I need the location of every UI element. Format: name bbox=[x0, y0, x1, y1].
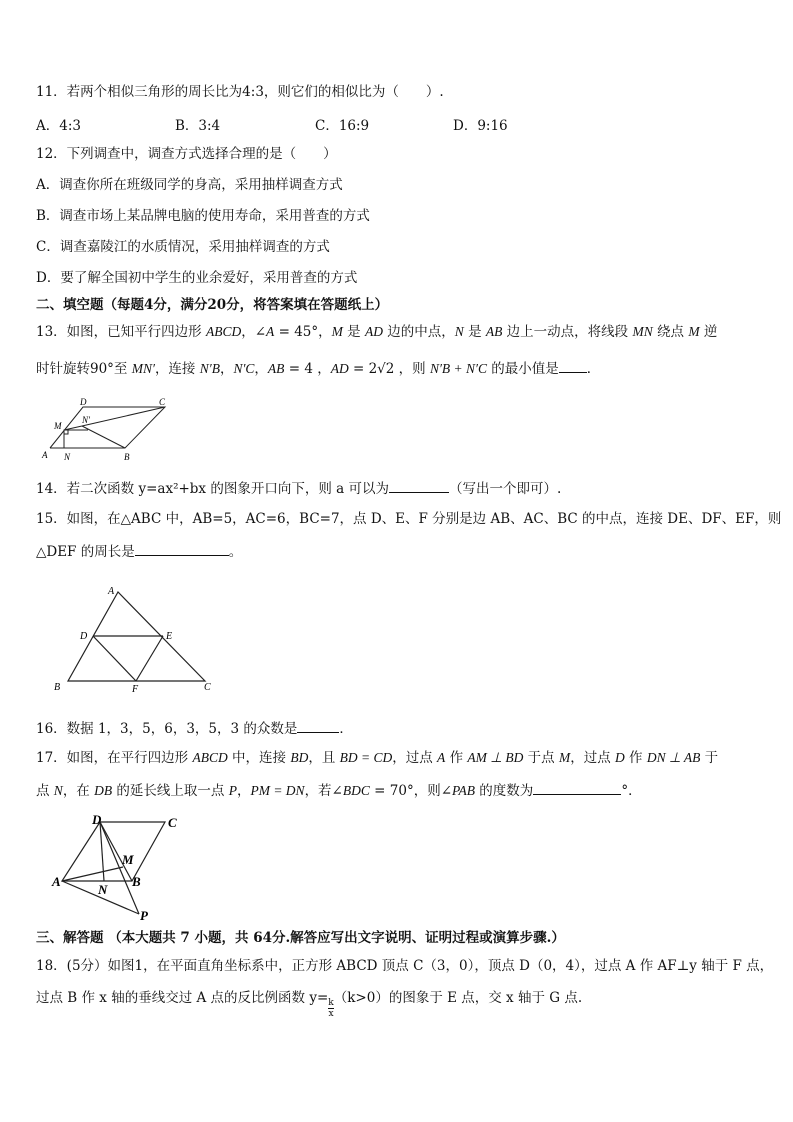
q14-stem: 14．若二次函数 y=ax²+bx 的图象开口向下，则 a 可以为 （写出一个即可）. bbox=[36, 478, 561, 498]
q15-line2: △DEF 的周长是 。 bbox=[36, 541, 242, 561]
q11-option-a: A．4:3 bbox=[36, 118, 81, 134]
q13-segment-n2c bbox=[82, 407, 165, 426]
q17-figure bbox=[52, 810, 192, 922]
q13-label-n: N bbox=[64, 452, 71, 462]
q11-option-b: B．3:4 bbox=[175, 118, 221, 134]
q12-option-d: D．要了解全国初中学生的业余爱好，采用普查的方式 bbox=[36, 270, 358, 286]
q13-parallelogram bbox=[50, 407, 165, 448]
q17-label-m: M bbox=[122, 852, 134, 867]
q15-segment-ef bbox=[136, 636, 163, 681]
q15-line1: 15．如图，在△ABC 中，AB=5，AC=6，BC=7，点 D、E、F 分别是边 AB、AC、BC 的中点，连接 DE、DF、EF，则 bbox=[36, 511, 782, 527]
q15-segment-df bbox=[93, 636, 136, 681]
q17-segment-am bbox=[62, 867, 123, 881]
q15-label-c: C bbox=[204, 682, 211, 693]
q13-label-c: C bbox=[159, 397, 166, 407]
q13-label-m: M bbox=[54, 421, 62, 431]
q17-label-a: A bbox=[52, 874, 61, 889]
q16-answer-blank[interactable] bbox=[297, 718, 339, 733]
section3-title: 三、解答题 （本大题共 7 小题，共 64分.解答应写出文字说明、证明过程或演算步骤.） bbox=[36, 930, 565, 946]
q17-label-n: N bbox=[98, 882, 108, 897]
q13-label-n-prime: N′ bbox=[82, 415, 90, 425]
q17-answer-blank[interactable] bbox=[533, 780, 621, 795]
q15-answer-blank[interactable] bbox=[135, 541, 229, 556]
q11-option-d: D．9:16 bbox=[453, 118, 508, 134]
q15-figure bbox=[50, 582, 220, 694]
q17-line1: 17．如图，在平行四边形 ABCD 中，连接 BD，且 BD = CD，过点 A 作 AM ⊥ BD 于点 M，过点 D 作 DN ⊥ AB 于 bbox=[36, 750, 719, 766]
q14-answer-blank[interactable] bbox=[389, 478, 449, 493]
q16-stem: 16．数据 1，3，5，6，3，5，3 的众数是 ． bbox=[36, 718, 353, 738]
q13-segment-n2b bbox=[82, 426, 125, 448]
q13-label-b: B bbox=[124, 452, 130, 462]
q13-label-d: D bbox=[80, 397, 87, 407]
q13-line1: 13．如图，已知平行四边形 ABCD，∠A = 45°，M 是 AD 边的中点，N 是 AB 边上一动点，将线段 MN 绕点 M 逆 bbox=[36, 324, 718, 340]
q13-answer-blank[interactable] bbox=[559, 358, 587, 373]
q15-label-e: E bbox=[166, 631, 173, 642]
section2-title: 二、填空题（每题4分，满分20分，将答案填在答题纸上） bbox=[36, 297, 389, 313]
q18-fraction-k-over-x: $\frac{k}{x}$ bbox=[328, 998, 334, 1019]
q15-label-b: B bbox=[54, 682, 61, 693]
q13-line2: 时针旋转90°至 MN′，连接 N′B，N′C，AB = 4 ，AD = 2√2 ，则 N′B + N′C 的最小值是 ． bbox=[36, 358, 600, 378]
q17-label-c: C bbox=[168, 815, 177, 830]
q12-option-c: C．调查嘉陵江的水质情况，采用抽样调查的方式 bbox=[36, 239, 330, 255]
q12-option-a: A．调查你所在班级同学的身高，采用抽样调查方式 bbox=[36, 177, 343, 193]
q17-label-p: P bbox=[140, 908, 148, 923]
q11-option-c: C．16:9 bbox=[315, 118, 370, 134]
q15-label-a: A bbox=[108, 586, 115, 597]
q17-label-d: D bbox=[92, 812, 102, 827]
q11-stem: 11．若两个相似三角形的周长比为4:3，则它们的相似比为（ ）. bbox=[36, 84, 444, 100]
q18-line2: 过点 B 作 x 轴的垂线交过 A 点的反比例函数 y= $\frac{k}{x}$ （k>0）的图象于 E 点，交 x 轴于 G 点. bbox=[36, 990, 583, 1019]
q15-label-f: F bbox=[132, 684, 139, 695]
q15-label-d: D bbox=[80, 631, 88, 642]
q12-option-b: B．调查市场上某品牌电脑的使用寿命，采用普查的方式 bbox=[36, 208, 370, 224]
q12-stem: 12．下列调查中，调查方式选择合理的是（ ） bbox=[36, 146, 337, 162]
q18-line1: 18．(5分）如图1，在平面直角坐标系中，正方形 ABCD 顶点 C（3，0），顶点 D（0，4），过点 A 作 AF⊥y 轴于 F 点， bbox=[36, 958, 774, 974]
q17-label-b: B bbox=[132, 874, 141, 889]
q13-label-a: A bbox=[42, 450, 48, 460]
q17-line2: 点 N，在 DB 的延长线上取一点 P，PM = DN，若∠BDC = 70°，则∠PAB 的度数为 °． bbox=[36, 780, 642, 800]
q17-parallelogram bbox=[62, 822, 165, 881]
q13-figure bbox=[40, 398, 180, 462]
